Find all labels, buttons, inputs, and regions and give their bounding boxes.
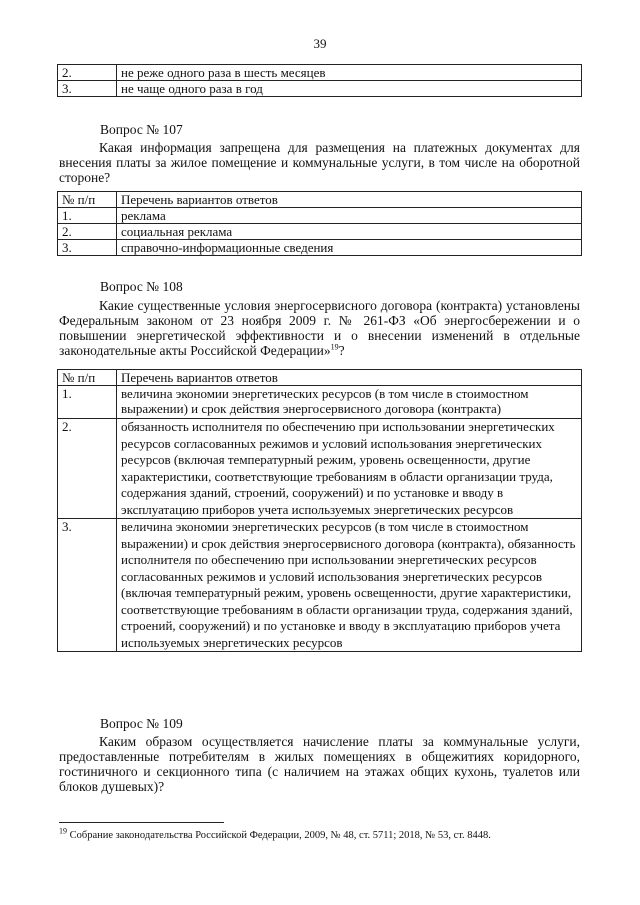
answer-text: не реже одного раза в шесть месяцев — [117, 65, 582, 81]
question-108-end: ? — [338, 343, 345, 358]
footnote-reference: 19 — [330, 342, 339, 352]
answer-text: социальная реклама — [117, 224, 582, 240]
footnote-divider — [59, 822, 224, 823]
answer-number: 3. — [58, 81, 117, 97]
answer-text: обязанность исполнителя по обеспечению при использовании энергетических ресурсов согласованных режимов и условий использования энергетических ресурсов (включая температурный режим, уровень освещенности, другие характеристики, соответствующие требованиям в области организации труда, содержания зданий, строений, сооружений) и по установке и вводу в эксплуатацию приборов учета используемых энергетических ресурсов — [117, 419, 582, 519]
question-108-heading: Вопрос № 108 — [100, 279, 183, 294]
answer-text: величина экономии энергетических ресурсов (в том числе в стоимостном выражении) и срок действия энергосервисного договора (контракта), обязанность исполнителя по обеспечению при использовании энергетических ресурсов согласованных режимов и условий использования энергетических ресурсов (включая температурный режим, уровень освещенности, другие характеристики, соответствующие требованиям в области организации труда, содержания зданий, строений, сооружений) и по установке и вводу в эксплуатацию приборов учета используемых энергетических ресурсов — [117, 519, 582, 652]
answer-number: 3. — [58, 240, 117, 256]
footnote — [59, 826, 589, 842]
answer-number: 2. — [58, 419, 117, 519]
footnote-mark: 19 — [59, 826, 67, 836]
footnote-text: Собрание законодательства Российской Федерации, 2009, № 48, ст. 5711; 2018, № 53, ст. 8448. — [67, 830, 491, 841]
question-108-text — [59, 298, 580, 358]
answer-number: 2. — [58, 224, 117, 240]
table-row — [58, 224, 582, 240]
answer-text: справочно-информационные сведения — [117, 240, 582, 256]
answer-number: 1. — [58, 386, 117, 419]
header-options: Перечень вариантов ответов — [117, 192, 582, 208]
table-header-row — [58, 370, 582, 386]
header-number: № п/п — [58, 370, 117, 386]
answer-text: величина экономии энергетических ресурсов (в том числе в стоимостном выражении) и срок действия энергосервисного договора (контракта) — [117, 386, 582, 419]
q107-answers-table — [57, 191, 582, 256]
page-number: 39 — [313, 36, 327, 51]
table-row — [58, 208, 582, 224]
answer-number: 3. — [58, 519, 117, 652]
table-row — [58, 386, 582, 419]
table-row — [58, 81, 582, 97]
question-109-text: Каким образом осуществляется начисление платы за коммунальные услуги, предоставленные потребителям в жилых помещениях в общежитиях коридорного, гостиничного и секционного типа (с наличием на этажах общих кухонь, туалетов или блоков душевых)? — [59, 734, 580, 794]
question-107-text: Какая информация запрещена для размещения на платежных документах для внесения платы за жилое помещение и коммунальные услуги, в том числе на оборотной стороне? — [59, 140, 580, 185]
prev-answers-table — [57, 64, 582, 97]
answer-text: реклама — [117, 208, 582, 224]
q108-answers-table — [57, 369, 582, 652]
question-109-heading: Вопрос № 109 — [100, 716, 183, 731]
answer-number: 1. — [58, 208, 117, 224]
header-options: Перечень вариантов ответов — [117, 370, 582, 386]
question-107-heading: Вопрос № 107 — [100, 122, 183, 137]
table-row — [58, 419, 582, 519]
table-row — [58, 65, 582, 81]
answer-number: 2. — [58, 65, 117, 81]
question-108-body: Какие существенные условия энергосервисного договора (контракта) установлены Федеральным законом от 23 ноября 2009 г. № 261-ФЗ «Об энергосбережении и о повышении энергетической эффективности и о внесении изменений в отдельные законодательные акты Российской Федерации» — [59, 298, 580, 358]
table-row — [58, 240, 582, 256]
header-number: № п/п — [58, 192, 117, 208]
table-header-row — [58, 192, 582, 208]
answer-text: не чаще одного раза в год — [117, 81, 582, 97]
table-row — [58, 519, 582, 652]
